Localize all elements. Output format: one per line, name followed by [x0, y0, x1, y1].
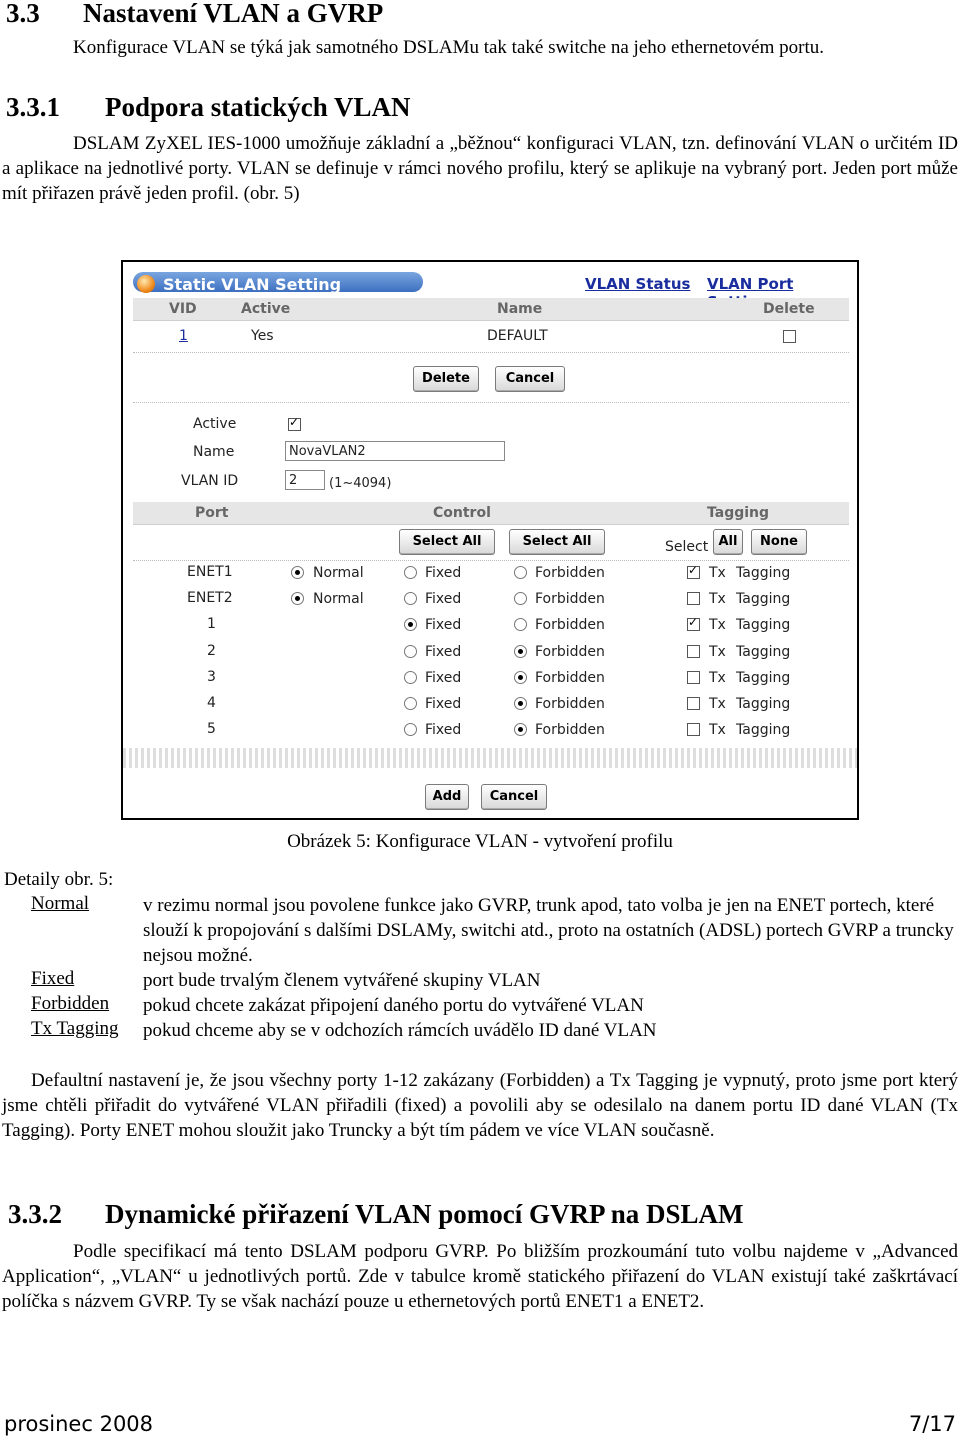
tx-tagging-checkbox[interactable] — [687, 671, 700, 684]
col-name: Name — [497, 301, 543, 317]
normal-radio[interactable] — [291, 592, 304, 605]
section-3-3-heading — [6, 0, 384, 29]
cancel-bottom-button[interactable]: Cancel — [481, 784, 547, 810]
vlan-status-link[interactable]: VLAN Status — [585, 275, 691, 293]
tx-label: Tx — [709, 644, 726, 660]
section-title: Dynamické přiřazení VLAN pomocí GVRP na DSLAM — [105, 1199, 744, 1229]
default-settings-paragraph: Defaultní nastavení je, že jsou všechny porty 1-12 zakázany (Forbidden) a Tx Tagging je vypnutý, proto jsme port který jsme chtěli přiřadit do vytvářené VLAN přiřadili (fixed) a povolili aby se odesilalo na danem portu ID dané VLAN (Tx Tagging). Porty ENET mohou sloužit jako Truncky a být tím pádem ve více VLAN současně. — [2, 1070, 958, 1141]
tx-tagging-checkbox[interactable] — [687, 645, 700, 658]
divider — [133, 402, 849, 403]
tagging-label: Tagging — [736, 696, 791, 712]
select-none-tagging-button[interactable]: None — [751, 529, 807, 555]
tx-label: Tx — [709, 617, 726, 633]
delete-checkbox[interactable] — [783, 330, 796, 343]
static-vlan-setting-screenshot — [121, 260, 859, 820]
tagging-label: Tagging — [736, 722, 791, 738]
delete-button[interactable]: Delete — [413, 366, 479, 392]
select-all-tagging-button[interactable]: All — [713, 529, 743, 555]
forbidden-radio[interactable] — [514, 592, 527, 605]
tx-tagging-checkbox[interactable] — [687, 723, 700, 736]
footer-page-number: 7/17 — [908, 1412, 956, 1436]
desc-normal: v rezimu normal jsou povolene funkce jako GVRP, trunk apod, tato volba je jen na ENET portech, které slouží k propojování s dalšími DSLAMy, switchi atd., proto na ostatních (ADSL) portech GVRP a truncky nejsou možné. — [143, 895, 954, 966]
desc-fixed: port bude trvalým členem vytvářené skupiny VLAN — [143, 970, 541, 991]
fixed-radio[interactable] — [404, 723, 417, 736]
section-number: 3.3.1 — [6, 92, 60, 122]
fixed-label: Fixed — [425, 617, 462, 633]
col-port: Port — [195, 505, 229, 521]
section-3-3-1-heading — [6, 92, 411, 123]
divider — [133, 352, 849, 353]
term-tx-tagging: Tx Tagging — [31, 1018, 119, 1039]
torn-edge — [123, 748, 857, 768]
col-delete: Delete — [763, 301, 815, 317]
col-active: Active — [241, 301, 291, 317]
port-name: ENET1 — [187, 564, 233, 580]
fixed-radio[interactable] — [404, 592, 417, 605]
section-title: Nastavení VLAN a GVRP — [83, 0, 384, 28]
tx-tagging-checkbox[interactable] — [687, 592, 700, 605]
normal-label: Normal — [313, 591, 364, 607]
tagging-label: Tagging — [736, 670, 791, 686]
vlan-id-input[interactable]: 2 — [285, 470, 325, 490]
active-value: Yes — [251, 328, 274, 344]
orb-icon — [137, 275, 155, 293]
forbidden-radio[interactable] — [514, 618, 527, 631]
term-fixed: Fixed — [31, 968, 75, 989]
port-name: 4 — [207, 695, 216, 711]
section-number: 3.3.2 — [8, 1199, 62, 1229]
fixed-label: Fixed — [425, 670, 462, 686]
cancel-button[interactable]: Cancel — [495, 366, 565, 392]
forbidden-radio[interactable] — [514, 645, 527, 658]
fixed-label: Fixed — [425, 722, 462, 738]
name-value: DEFAULT — [487, 328, 548, 344]
name-input[interactable]: NovaVLAN2 — [285, 441, 505, 461]
panel-title: Static VLAN Setting — [163, 275, 342, 294]
tagging-label: Tagging — [736, 644, 791, 660]
vlan-id-range: (1~4094) — [329, 476, 392, 491]
tx-label: Tx — [709, 670, 726, 686]
col-tagging: Tagging — [707, 505, 770, 521]
term-forbidden: Forbidden — [31, 993, 110, 1014]
fixed-radio[interactable] — [404, 566, 417, 579]
tx-tagging-checkbox[interactable] — [687, 618, 700, 631]
footer-date: prosinec 2008 — [4, 1412, 154, 1436]
tagging-label: Tagging — [736, 565, 791, 581]
select-all-forbidden-button[interactable]: Select All — [509, 529, 605, 555]
add-button[interactable]: Add — [425, 784, 469, 810]
fixed-radio[interactable] — [404, 618, 417, 631]
forbidden-label: Forbidden — [535, 644, 605, 660]
figure-caption: Obrázek 5: Konfigurace VLAN - vytvoření profilu — [287, 831, 673, 852]
term-normal: Normal — [31, 893, 90, 914]
title-bar — [133, 270, 849, 296]
tx-label: Tx — [709, 565, 726, 581]
title-pill — [133, 272, 423, 292]
section-title: Podpora statických VLAN — [105, 92, 411, 122]
section-3-3-2-text: Podle specifikací má tento DSLAM podporu GVRP. Po bližším prozkoumání tuto volbu najdeme v „Advanced Application“, „VLAN“ u jednotlivých portů. Zde v tabulce kromě statického přiřazení do VLAN existují také zaškrtávací políčka s názvem GVRP. Ty se však nachází pouze u ethernetových portů ENET1 a ENET2. — [2, 1241, 958, 1312]
tx-label: Tx — [709, 722, 726, 738]
fixed-label: Fixed — [425, 565, 462, 581]
active-label: Active — [193, 416, 237, 432]
port-table-header — [133, 502, 849, 525]
section-3-3-intro: Konfigurace VLAN se týká jak samotného DSLAMu tak také switche na jeho ethernetovém portu. — [73, 37, 825, 58]
tx-label: Tx — [709, 696, 726, 712]
col-control: Control — [433, 505, 491, 521]
forbidden-label: Forbidden — [535, 696, 605, 712]
fixed-label: Fixed — [425, 591, 462, 607]
details-label: Detaily obr. 5: — [4, 869, 114, 890]
forbidden-radio[interactable] — [514, 566, 527, 579]
select-all-fixed-button[interactable]: Select All — [399, 529, 495, 555]
forbidden-label: Forbidden — [535, 617, 605, 633]
select-label: Select — [665, 539, 709, 555]
active-checkbox[interactable] — [288, 418, 301, 431]
desc-forbidden: pokud chcete zakázat připojení daného portu do vytvářené VLAN — [143, 995, 644, 1016]
desc-tx-tagging: pokud chceme aby se v odchozích rámcích uvádělo ID dané VLAN — [143, 1020, 657, 1041]
fixed-radio[interactable] — [404, 645, 417, 658]
forbidden-radio[interactable] — [514, 671, 527, 684]
port-name: 3 — [207, 669, 216, 685]
tagging-label: Tagging — [736, 591, 791, 607]
port-name: 2 — [207, 643, 216, 659]
port-name: 5 — [207, 721, 216, 737]
section-3-3-1-text: DSLAM ZyXEL IES-1000 umožňuje základní a „běžnou“ konfiguraci VLAN, tzn. definování VLAN o určitém ID a aplikace na jednotlivé porty. VLAN se definuje v rámci nového profilu, který se aplikuje na vybraný port. Jeden port může mít přiřazen právě jeden profil. (obr. 5) — [2, 133, 958, 204]
col-vid: VID — [169, 301, 197, 317]
divider — [133, 560, 849, 561]
normal-label: Normal — [313, 565, 364, 581]
vid-link[interactable]: 1 — [179, 328, 188, 344]
vlan-port-setting-link[interactable]: VLAN Port — [707, 275, 794, 293]
forbidden-label: Forbidden — [535, 670, 605, 686]
section-3-3-2-heading — [8, 1199, 744, 1230]
name-label: Name — [193, 444, 235, 460]
normal-radio[interactable] — [291, 566, 304, 579]
tx-label: Tx — [709, 591, 726, 607]
forbidden-label: Forbidden — [535, 591, 605, 607]
port-name: 1 — [207, 616, 216, 632]
tagging-label: Tagging — [736, 617, 791, 633]
forbidden-label: Forbidden — [535, 565, 605, 581]
vlan-table-header — [133, 298, 849, 321]
fixed-radio[interactable] — [404, 697, 417, 710]
forbidden-label: Forbidden — [535, 722, 605, 738]
fixed-label: Fixed — [425, 696, 462, 712]
vlan-id-label: VLAN ID — [181, 473, 239, 489]
tx-tagging-checkbox[interactable] — [687, 566, 700, 579]
fixed-radio[interactable] — [404, 671, 417, 684]
port-name: ENET2 — [187, 590, 233, 606]
tx-tagging-checkbox[interactable] — [687, 697, 700, 710]
fixed-label: Fixed — [425, 644, 462, 660]
forbidden-radio[interactable] — [514, 723, 527, 736]
forbidden-radio[interactable] — [514, 697, 527, 710]
section-number: 3.3 — [6, 0, 40, 28]
